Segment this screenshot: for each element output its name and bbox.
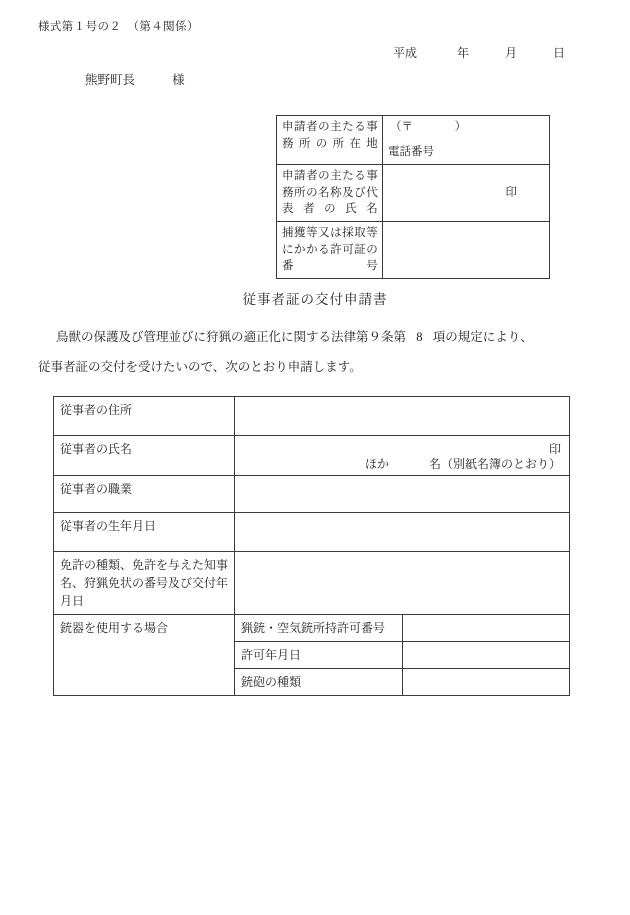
- year-unit-label: 年: [457, 46, 470, 60]
- postal-close-paren: ）: [454, 121, 467, 133]
- firearm-permit-number-value[interactable]: [402, 615, 570, 642]
- date-line: [393, 44, 565, 61]
- body-line-2: 従事者証の交付を受けたいので、次のとおり申請します。: [38, 360, 362, 374]
- form-code: 様式第１号の２ （第４関係）: [38, 21, 199, 33]
- table-row: [54, 615, 570, 642]
- firearm-type-label: 銃砲の種類: [235, 669, 403, 696]
- table-row: [277, 165, 550, 222]
- body-line-1-head: 鳥獣の保護及び管理並びに狩猟の適正化に関する法律第９条第: [56, 330, 407, 344]
- note-suffix: 名（別紙名簿のとおり）: [428, 457, 561, 471]
- era-label: 平成: [393, 46, 418, 60]
- worker-birthdate-label: 従事者の生年月日: [54, 513, 235, 552]
- table-row: [277, 222, 550, 279]
- worker-name-value[interactable]: [235, 436, 570, 476]
- table-row: [54, 476, 570, 513]
- body-line-1-tail: 項の規定により、: [432, 330, 533, 344]
- applicant-name-value[interactable]: [383, 165, 550, 222]
- telephone-label: 電話番号: [388, 146, 434, 159]
- postal-code-field[interactable]: [388, 119, 545, 136]
- firearm-permit-number-label: 猟銃・空気銃所持許可番号: [235, 615, 403, 642]
- worker-details-table: [53, 396, 570, 696]
- license-details-value[interactable]: [235, 552, 570, 615]
- addressee-honorific: 様: [172, 73, 185, 87]
- addressee: [85, 70, 185, 88]
- note-prefix: ほか: [364, 457, 389, 471]
- month-unit-label: 月: [505, 46, 518, 60]
- page-title: 従事者証の交付申請書: [242, 292, 388, 307]
- worker-occupation-label: 従事者の職業: [54, 476, 235, 513]
- additional-persons-note: [365, 455, 561, 473]
- table-row: [54, 397, 570, 436]
- license-details-label: 免許の種類、免許を与えた知事名、狩猟免状の番号及び交付年月日: [54, 552, 235, 615]
- firearm-usage-label: 銃器を使用する場合: [54, 615, 235, 696]
- day-unit-label: 日: [553, 46, 566, 60]
- applicant-address-label: 申請者の主たる事務所の所在地: [277, 116, 383, 165]
- addressee-name: 熊野町長: [85, 73, 136, 87]
- applicant-info-table: [276, 115, 550, 279]
- worker-name-label: 従事者の氏名: [54, 436, 235, 476]
- table-row: [54, 552, 570, 615]
- table-row: [277, 116, 550, 165]
- clause-number: 8: [416, 330, 423, 344]
- permit-number-label: 捕獲等又は採取等にかかる許可証の番号: [277, 222, 383, 279]
- applicant-address-value[interactable]: [383, 116, 550, 165]
- worker-address-label: 従事者の住所: [54, 397, 235, 436]
- applicant-name-label: 申請者の主たる事務所の名称及び代表者の氏名: [277, 165, 383, 222]
- firearm-permit-date-value[interactable]: [402, 642, 570, 669]
- firearm-permit-date-label: 許可年月日: [235, 642, 403, 669]
- seal-stamp-icon: 印: [548, 442, 561, 456]
- worker-occupation-value[interactable]: [235, 476, 570, 513]
- table-row: [54, 436, 570, 476]
- postal-open-paren: （〒: [390, 121, 413, 133]
- worker-address-value[interactable]: [235, 397, 570, 436]
- worker-birthdate-value[interactable]: [235, 513, 570, 552]
- body-line-1: [38, 322, 594, 352]
- table-row: [54, 513, 570, 552]
- permit-number-value[interactable]: [383, 222, 550, 279]
- seal-stamp-icon: 印: [505, 186, 517, 199]
- body-paragraph: [38, 322, 594, 382]
- firearm-type-value[interactable]: [402, 669, 570, 696]
